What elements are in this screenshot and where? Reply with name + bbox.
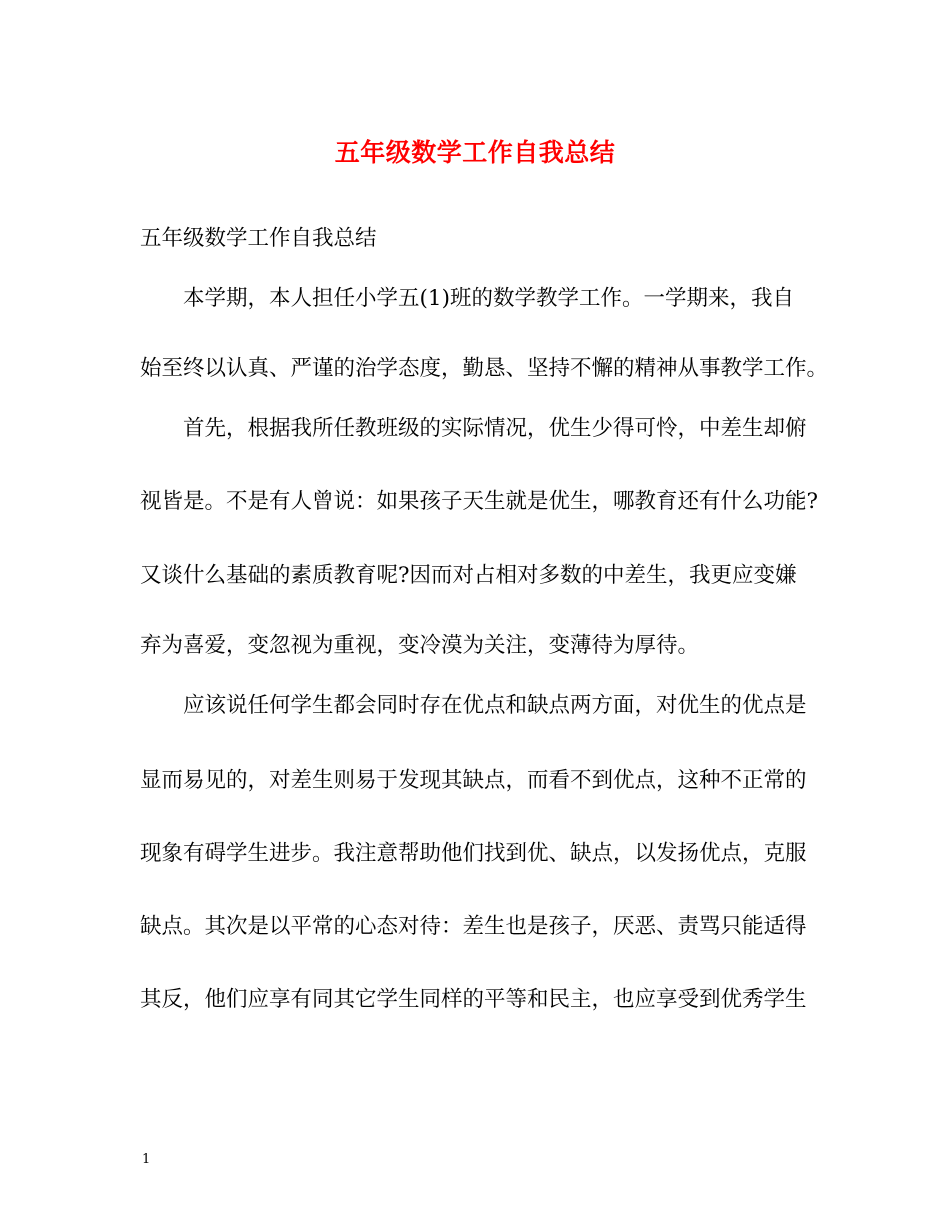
paragraph-1-line-2: 始至终以认真、严谨的治学态度，勤恳、坚持不懈的精神从事教学工作。: [140, 356, 829, 381]
paragraph-2-line-1: 首先，根据我所任教班级的实际情况，优生少得可怜，中差生却俯: [183, 416, 807, 441]
paragraph-3-line-5: 其反，他们应享有同其它学生同样的平等和民主，也应享受到优秀学生: [140, 987, 807, 1012]
paragraph-3-line-1: 应该说任何学生都会同时存在优点和缺点两方面，对优生的优点是: [183, 693, 807, 718]
paragraph-1-line-1: 本学期，本人担任小学五(1)班的数学教学工作。一学期来，我自: [183, 286, 794, 311]
document-title: 五年级数学工作自我总结: [334, 138, 616, 167]
paragraph-2-line-3: 又谈什么基础的素质教育呢?因而对占相对多数的中差生，我更应变嫌: [140, 563, 797, 588]
paragraph-3-line-2: 显而易见的，对差生则易于发现其缺点，而看不到优点，这种不正常的: [140, 768, 807, 793]
document-subtitle: 五年级数学工作自我总结: [140, 226, 377, 251]
paragraph-3-line-4: 缺点。其次是以平常的心态对待：差生也是孩子，厌恶、责骂只能适得: [140, 914, 807, 939]
paragraph-2-line-4: 弃为喜爱，变忽视为重视，变冷漠为关注，变薄待为厚待。: [140, 633, 700, 658]
paragraph-3-line-3: 现象有碍学生进步。我注意帮助他们找到优、缺点，以发扬优点，克服: [140, 841, 807, 866]
page-number: 1: [142, 1152, 151, 1167]
paragraph-2-line-2: 视皆是。不是有人曾说：如果孩子天生就是优生，哪教育还有什么功能?: [140, 489, 819, 514]
